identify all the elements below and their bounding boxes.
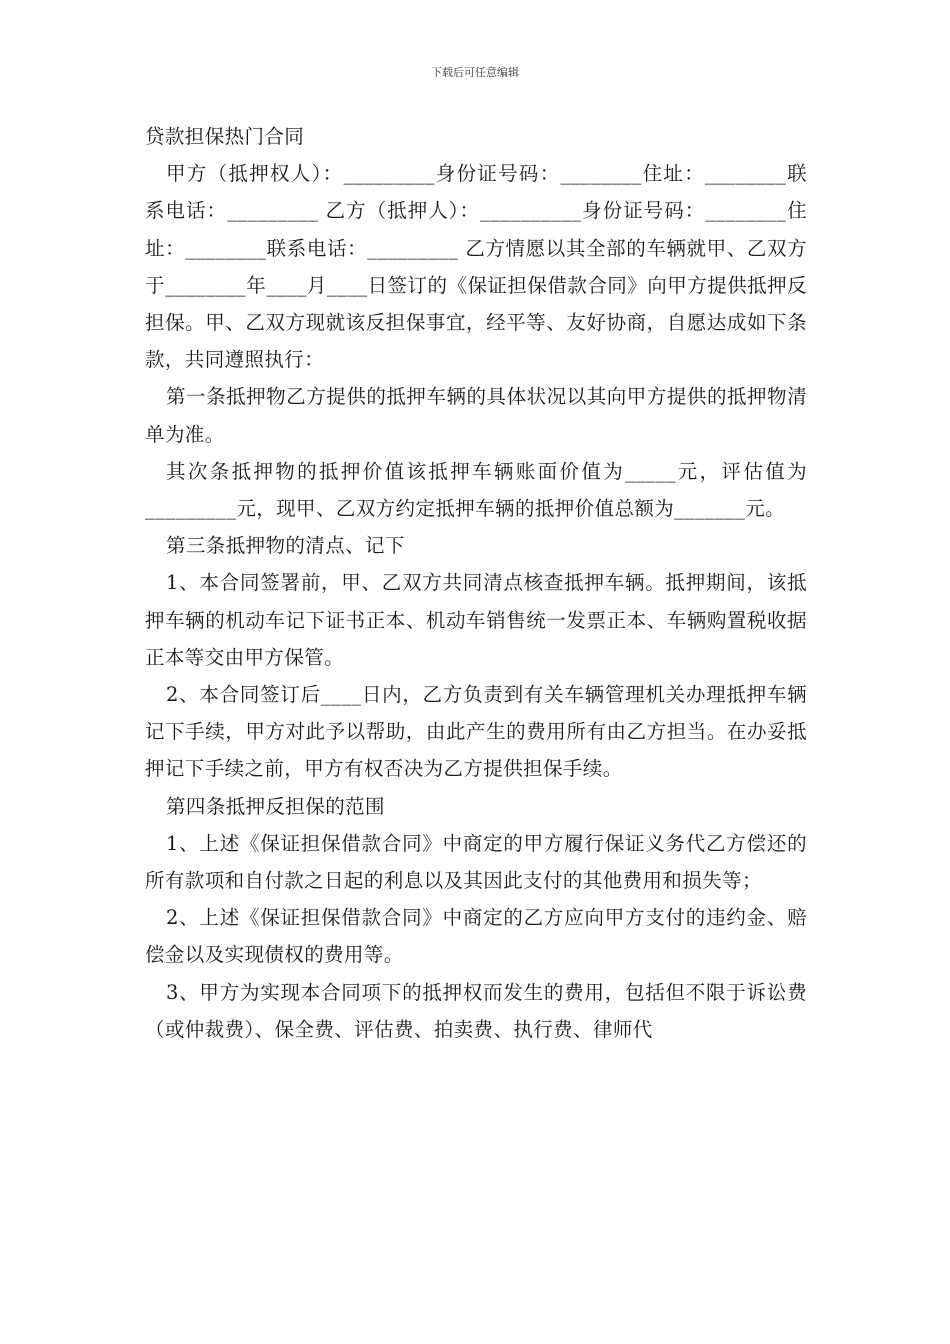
paragraph-article-2: 其次条抵押物的抵押价值该抵押车辆账面价值为_____元，评估值为_________元，现甲、乙双方约定抵押车辆的抵押价值总额为_______元。 bbox=[145, 459, 807, 521]
document-title: 贷款担保热门合同 bbox=[145, 125, 305, 148]
paragraph-article-1: 第一条抵押物乙方提供的抵押车辆的具体状况以其向甲方提供的抵押物清单为准。 bbox=[145, 385, 807, 446]
paragraph-article-4-item-2: 2、上述《保证担保借款合同》中商定的乙方应向甲方支付的违约金、赔偿金以及实现债权的费用等。 bbox=[145, 906, 807, 967]
paragraph-article-3-item-2: 2、本合同签订后____日内，乙方负责到有关车辆管理机关办理抵押车辆记下手续，甲方对此予以帮助，由此产生的费用所有由乙方担当。在办妥抵押记下手续之前，甲方有权否决为乙方提供担保手续。 bbox=[145, 683, 807, 781]
paragraph-article-4-item-1: 1、上述《保证担保借款合同》中商定的甲方履行保证义务代乙方偿还的所有款项和自付款之日起的利息以及其因此支付的其他费用和损失等； bbox=[145, 831, 807, 893]
paragraph-article-3-item-1: 1、本合同签署前，甲、乙双方共同清点核查抵押车辆。抵押期间，该抵押车辆的机动车记下证书正本、机动车销售统一发票正本、车辆购置税收据正本等交由甲方保管。 bbox=[145, 571, 807, 669]
document-body bbox=[145, 118, 807, 1048]
paragraph-parties: 甲方（抵押权人）：_________身份证号码：________住址：________联系电话：_________ 乙方（抵押人）：__________身份证号码：________住址：________联系电话：_________ 乙方情愿以其全部的车辆就甲、乙双方于________年____月____日签订的《保证担保借款合同》向甲方提供抵押反担保。甲、乙双方现就该反担保事宜，经平等、友好协商，自愿达成如下条款，共同遵照执行： bbox=[145, 162, 807, 372]
page-header: 下载后可任意编辑 bbox=[431, 66, 519, 79]
heading-article-4: 第四条抵押反担保的范围 bbox=[166, 794, 385, 818]
heading-article-3: 第三条抵押物的清点、记下 bbox=[166, 534, 405, 558]
paragraph-article-4-item-3: 3、甲方为实现本合同项下的抵押权而发生的费用，包括但不限于诉讼费（或仲裁费）、保全费、评估费、拍卖费、执行费、律师代 bbox=[145, 980, 807, 1041]
